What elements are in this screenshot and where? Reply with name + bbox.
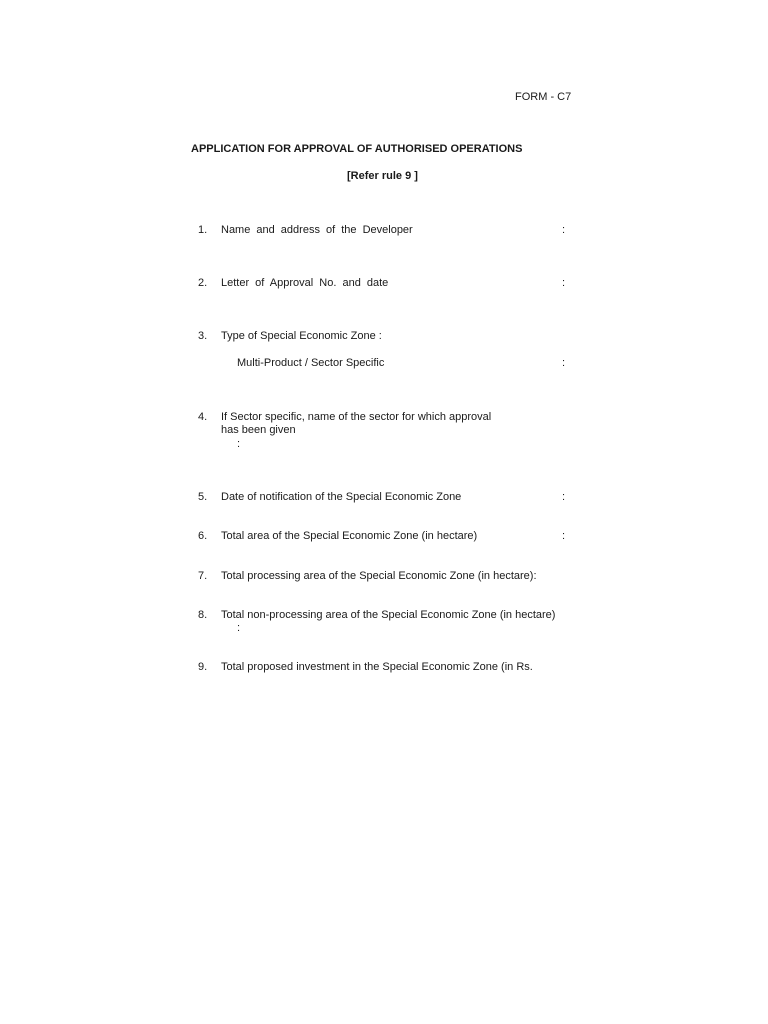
item-number: 4. xyxy=(198,411,208,423)
item-number: 8. xyxy=(198,609,208,621)
item-colon: : xyxy=(562,357,566,369)
item-label-line1: If Sector specific, name of the sector for which approval xyxy=(221,411,492,423)
item-label: Type of Special Economic Zone : xyxy=(221,330,382,342)
item-number: 2. xyxy=(198,277,208,289)
item-number: 5. xyxy=(198,491,208,503)
item-label: Date of notification of the Special Economic Zone xyxy=(221,491,462,503)
item-colon: : xyxy=(237,622,241,634)
item-colon: : xyxy=(562,530,566,542)
item-label: Name and address of the Developer xyxy=(221,224,413,236)
item-colon: : xyxy=(562,224,566,236)
form-title: APPLICATION FOR APPROVAL OF AUTHORISED OPERATIONS xyxy=(191,143,523,155)
item-label: Total proposed investment in the Special Economic Zone (in Rs. xyxy=(221,661,533,673)
item-label-line2: has been given xyxy=(221,424,296,436)
item-label: Total processing area of the Special Economic Zone (in hectare): xyxy=(221,570,537,582)
item-label: Letter of Approval No. and date xyxy=(221,277,389,289)
item-label: Total area of the Special Economic Zone (in hectare) xyxy=(221,530,478,542)
form-rule-reference: [Refer rule 9 ] xyxy=(347,170,418,182)
item-number: 3. xyxy=(198,330,208,342)
item-number: 9. xyxy=(198,661,208,673)
item-colon: : xyxy=(237,438,241,450)
item-number: 1. xyxy=(198,224,208,236)
item-sub-label: Multi-Product / Sector Specific xyxy=(237,357,385,369)
item-number: 6. xyxy=(198,530,208,542)
item-label: Total non-processing area of the Special Economic Zone (in hectare) xyxy=(221,609,556,621)
item-colon: : xyxy=(562,277,566,289)
item-number: 7. xyxy=(198,570,208,582)
form-number: FORM - C7 xyxy=(515,91,572,103)
item-colon: : xyxy=(562,491,566,503)
